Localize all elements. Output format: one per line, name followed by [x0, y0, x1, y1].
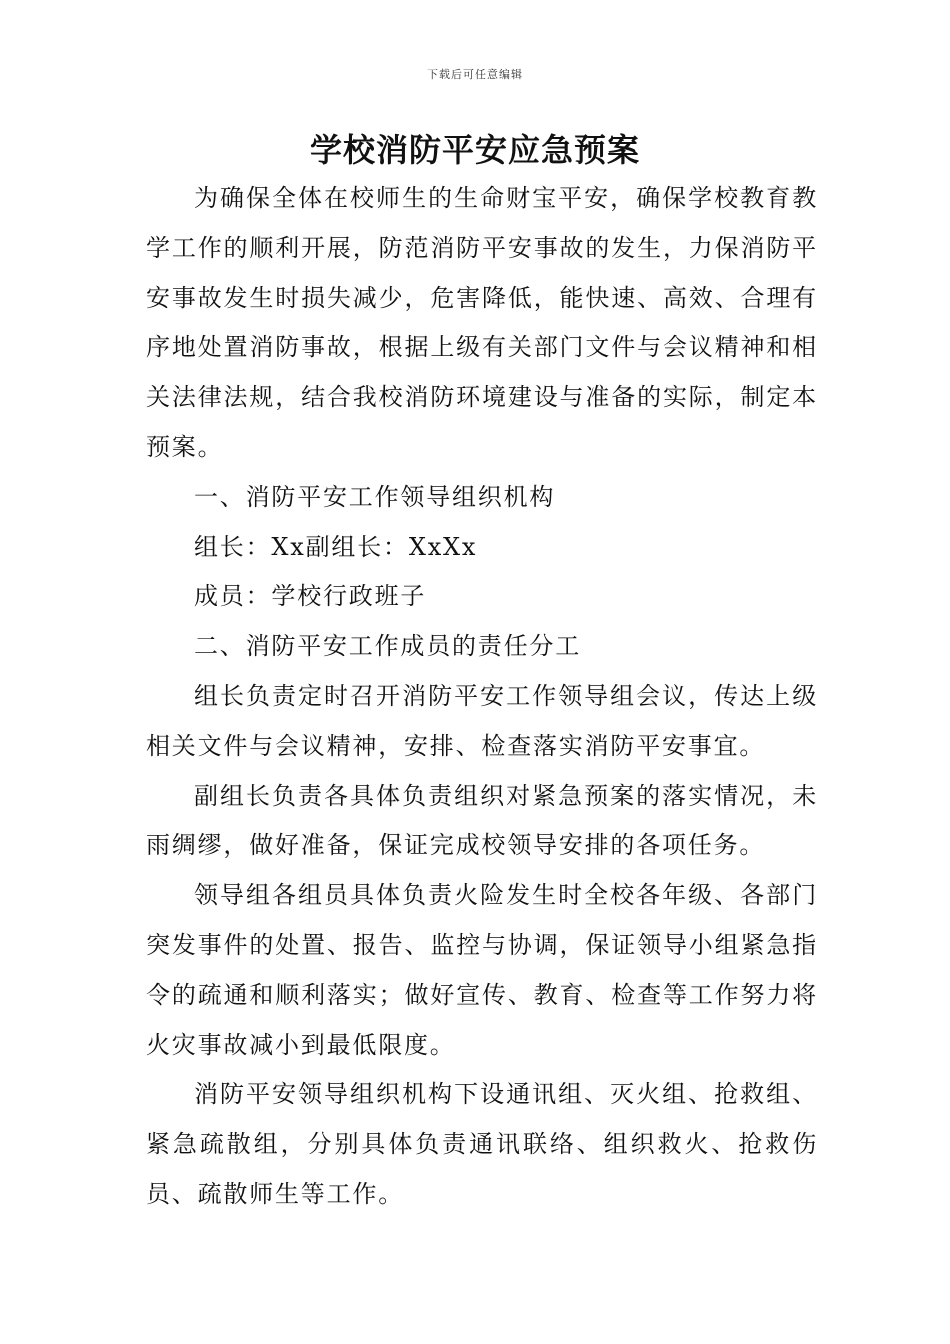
deputy-duty-paragraph: 副组长负责各具体负责组织对紧急预案的落实情况，未雨绸缪，做好准备，保证完成校领导安排的各项任务。	[146, 781, 818, 860]
section-heading-2: 二、消防平安工作成员的责任分工	[194, 632, 581, 661]
document-title: 学校消防平安应急预案	[309, 131, 640, 169]
section-heading-1: 一、消防平安工作领导组织机构	[194, 482, 556, 511]
subgroups-paragraph: 消防平安领导组织机构下设通讯组、灭火组、抢救组、紧急疏散组，分别具体负责通讯联络、组织救火、抢救伤员、疏散师生等工作。	[146, 1080, 818, 1208]
document-body	[146, 174, 818, 1220]
members-duty-paragraph: 领导组各组员具体负责火险发生时全校各年级、各部门突发事件的处置、报告、监控与协调，保证领导小组紧急指令的疏通和顺利落实；做好宣传、教育、检查等工作努力将火灾事故减小到最低限度。	[146, 881, 818, 1059]
header-note: 下载后可任意编辑	[427, 68, 523, 81]
members-line: 成员：学校行政班子	[194, 582, 427, 611]
leader-duty-paragraph: 组长负责定时召开消防平安工作领导组会议，传达上级相关文件与会议精神，安排、检查落实消防平安事宜。	[146, 681, 818, 760]
leader-line: 组长：Xx副组长：XxXx	[194, 532, 478, 561]
intro-paragraph: 为确保全体在校师生的生命财宝平安，确保学校教育教学工作的顺利开展，防范消防平安事故的发生，力保消防平安事故发生时损失减少，危害降低，能快速、高效、合理有序地处置消防事故，根据上级有关部门文件与会议精神和相关法律法规，结合我校消防环境建设与准备的实际，制定本预案。	[146, 184, 818, 461]
